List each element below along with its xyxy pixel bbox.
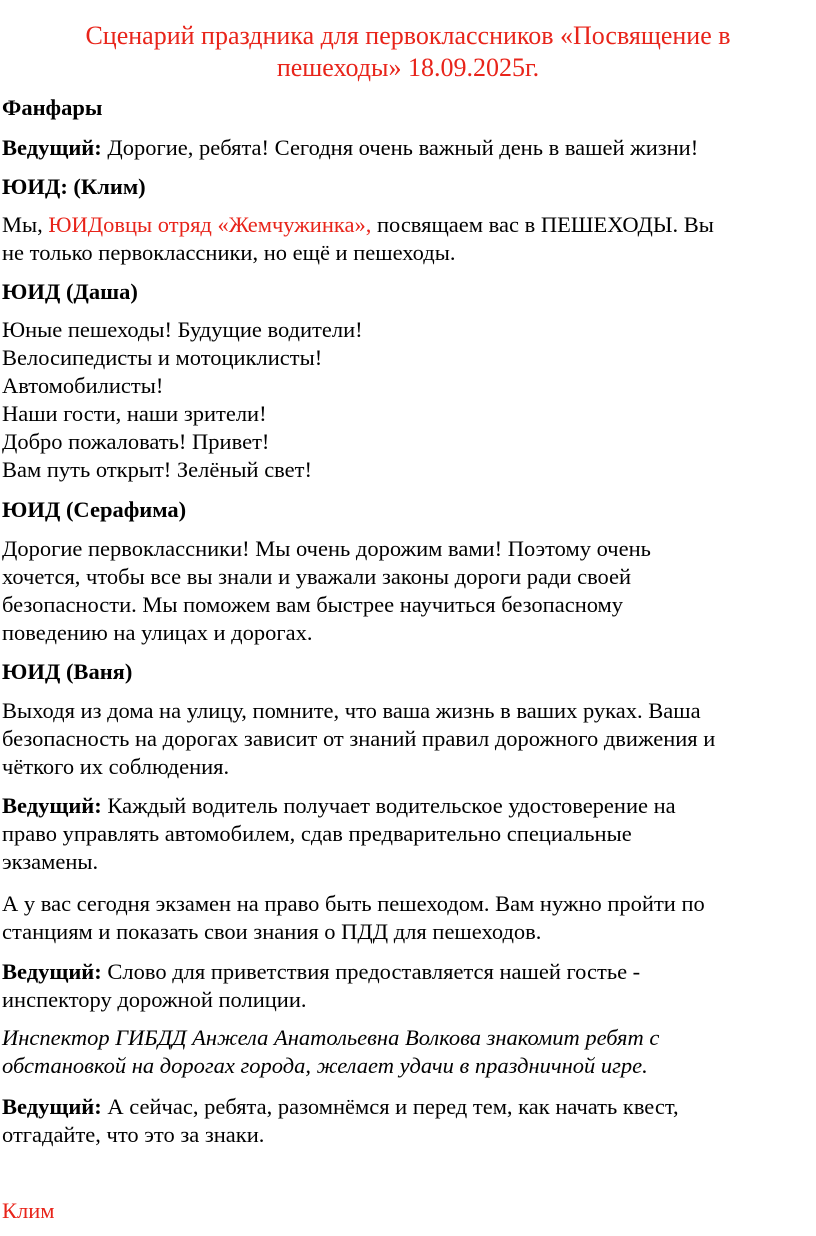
exam-line-1: А у вас сегодня экзамен на право быть пешеходом. Вам нужно пройти по: [2, 891, 705, 916]
host-license-line-2: право управлять автомобилем, сдав предварительно специальные: [2, 821, 632, 846]
speaker-heading-vanya: ЮИД (Ваня): [2, 659, 133, 684]
speaker-heading-dasha: ЮИД (Даша): [2, 279, 138, 304]
document-title: [0, 20, 816, 84]
host-intro-line: [2, 134, 698, 162]
serafima-speech-line-1: Дорогие первоклассники! Мы очень дорожим вами! Поэтому очень: [2, 536, 651, 561]
title-line-2: пешеходы» 18.09.2025г.: [276, 53, 540, 82]
speaker-label: Ведущий:: [2, 135, 102, 160]
host-quest-line-1: [2, 1093, 679, 1121]
speech-text: Каждый водитель получает водительское удостоверение на: [101, 793, 676, 818]
host-greeting-line-2: инспектору дорожной полиции.: [2, 987, 307, 1012]
host-greeting-line-1: [2, 958, 640, 986]
vanya-speech-line-3: чёткого их соблюдения.: [2, 754, 230, 779]
speech-text: Слово для приветствия предоставляется нашей гостье -: [101, 959, 641, 984]
serafima-speech-line-4: поведению на улицах и дорогах.: [2, 620, 313, 645]
speech-text: А сейчас, ребята, разомнёмся и перед тем, как начать квест,: [101, 1094, 679, 1119]
poem-line-6: Вам путь открыт! Зелёный свет!: [2, 457, 312, 482]
poem-line-4: Наши гости, наши зрители!: [2, 401, 267, 426]
exam-line-2: станциям и показать свои знания о ПДД для пешеходов.: [2, 919, 542, 944]
klim-speech-line-1: [2, 211, 714, 239]
host-license-line-3: экзамены.: [2, 849, 99, 874]
poem-line-5: Добро пожаловать! Привет!: [2, 429, 270, 454]
vanya-speech-line-1: Выходя из дома на улицу, помните, что ваша жизнь в ваших руках. Ваша: [2, 698, 701, 723]
speaker-label: Ведущий:: [2, 959, 102, 984]
poem-line-1: Юные пешеходы! Будущие водители!: [2, 317, 363, 342]
speech-text: посвящаем вас в ПЕШЕХОДЫ. Вы: [371, 212, 714, 237]
host-license-line-1: [2, 792, 676, 820]
speaker-label: Ведущий:: [2, 1094, 102, 1119]
speech-text: Дорогие, ребята! Сегодня очень важный день в вашей жизни!: [101, 135, 699, 160]
fanfare-heading: Фанфары: [2, 95, 103, 120]
title-line-1: Сценарий праздника для первоклассников «Посвящение в: [85, 21, 731, 50]
speaker-label: Ведущий:: [2, 793, 102, 818]
serafima-speech-line-2: хочется, чтобы все вы знали и уважали законы дороги ради своей: [2, 564, 632, 589]
vanya-speech-line-2: безопасность на дорогах зависит от знаний правил дорожного движения и: [2, 726, 716, 751]
speaker-name-klim: Клим: [2, 1198, 55, 1223]
poem-line-2: Велосипедисты и мотоциклисты!: [2, 345, 323, 370]
squad-name-highlight: ЮИДовцы отряд «Жемчужинка»,: [48, 212, 372, 237]
stage-direction-line-1: Инспектор ГИБДД Анжела Анатольевна Волкова знакомит ребят с: [2, 1025, 660, 1050]
serafima-speech-line-3: безопасности. Мы поможем вам быстрее научиться безопасному: [2, 592, 624, 617]
klim-speech-line-2: не только первоклассники, но ещё и пешеходы.: [2, 240, 456, 265]
stage-direction-line-2: обстановкой на дорогах города, желает удачи в праздничной игре.: [2, 1053, 648, 1078]
speech-text: Мы,: [2, 212, 49, 237]
host-quest-line-2: отгадайте, что это за знаки.: [2, 1122, 265, 1147]
poem-line-3: Автомобилисты!: [2, 373, 164, 398]
speaker-heading-serafima: ЮИД (Серафима): [2, 497, 187, 522]
speaker-heading-klim: ЮИД: (Клим): [2, 174, 146, 199]
